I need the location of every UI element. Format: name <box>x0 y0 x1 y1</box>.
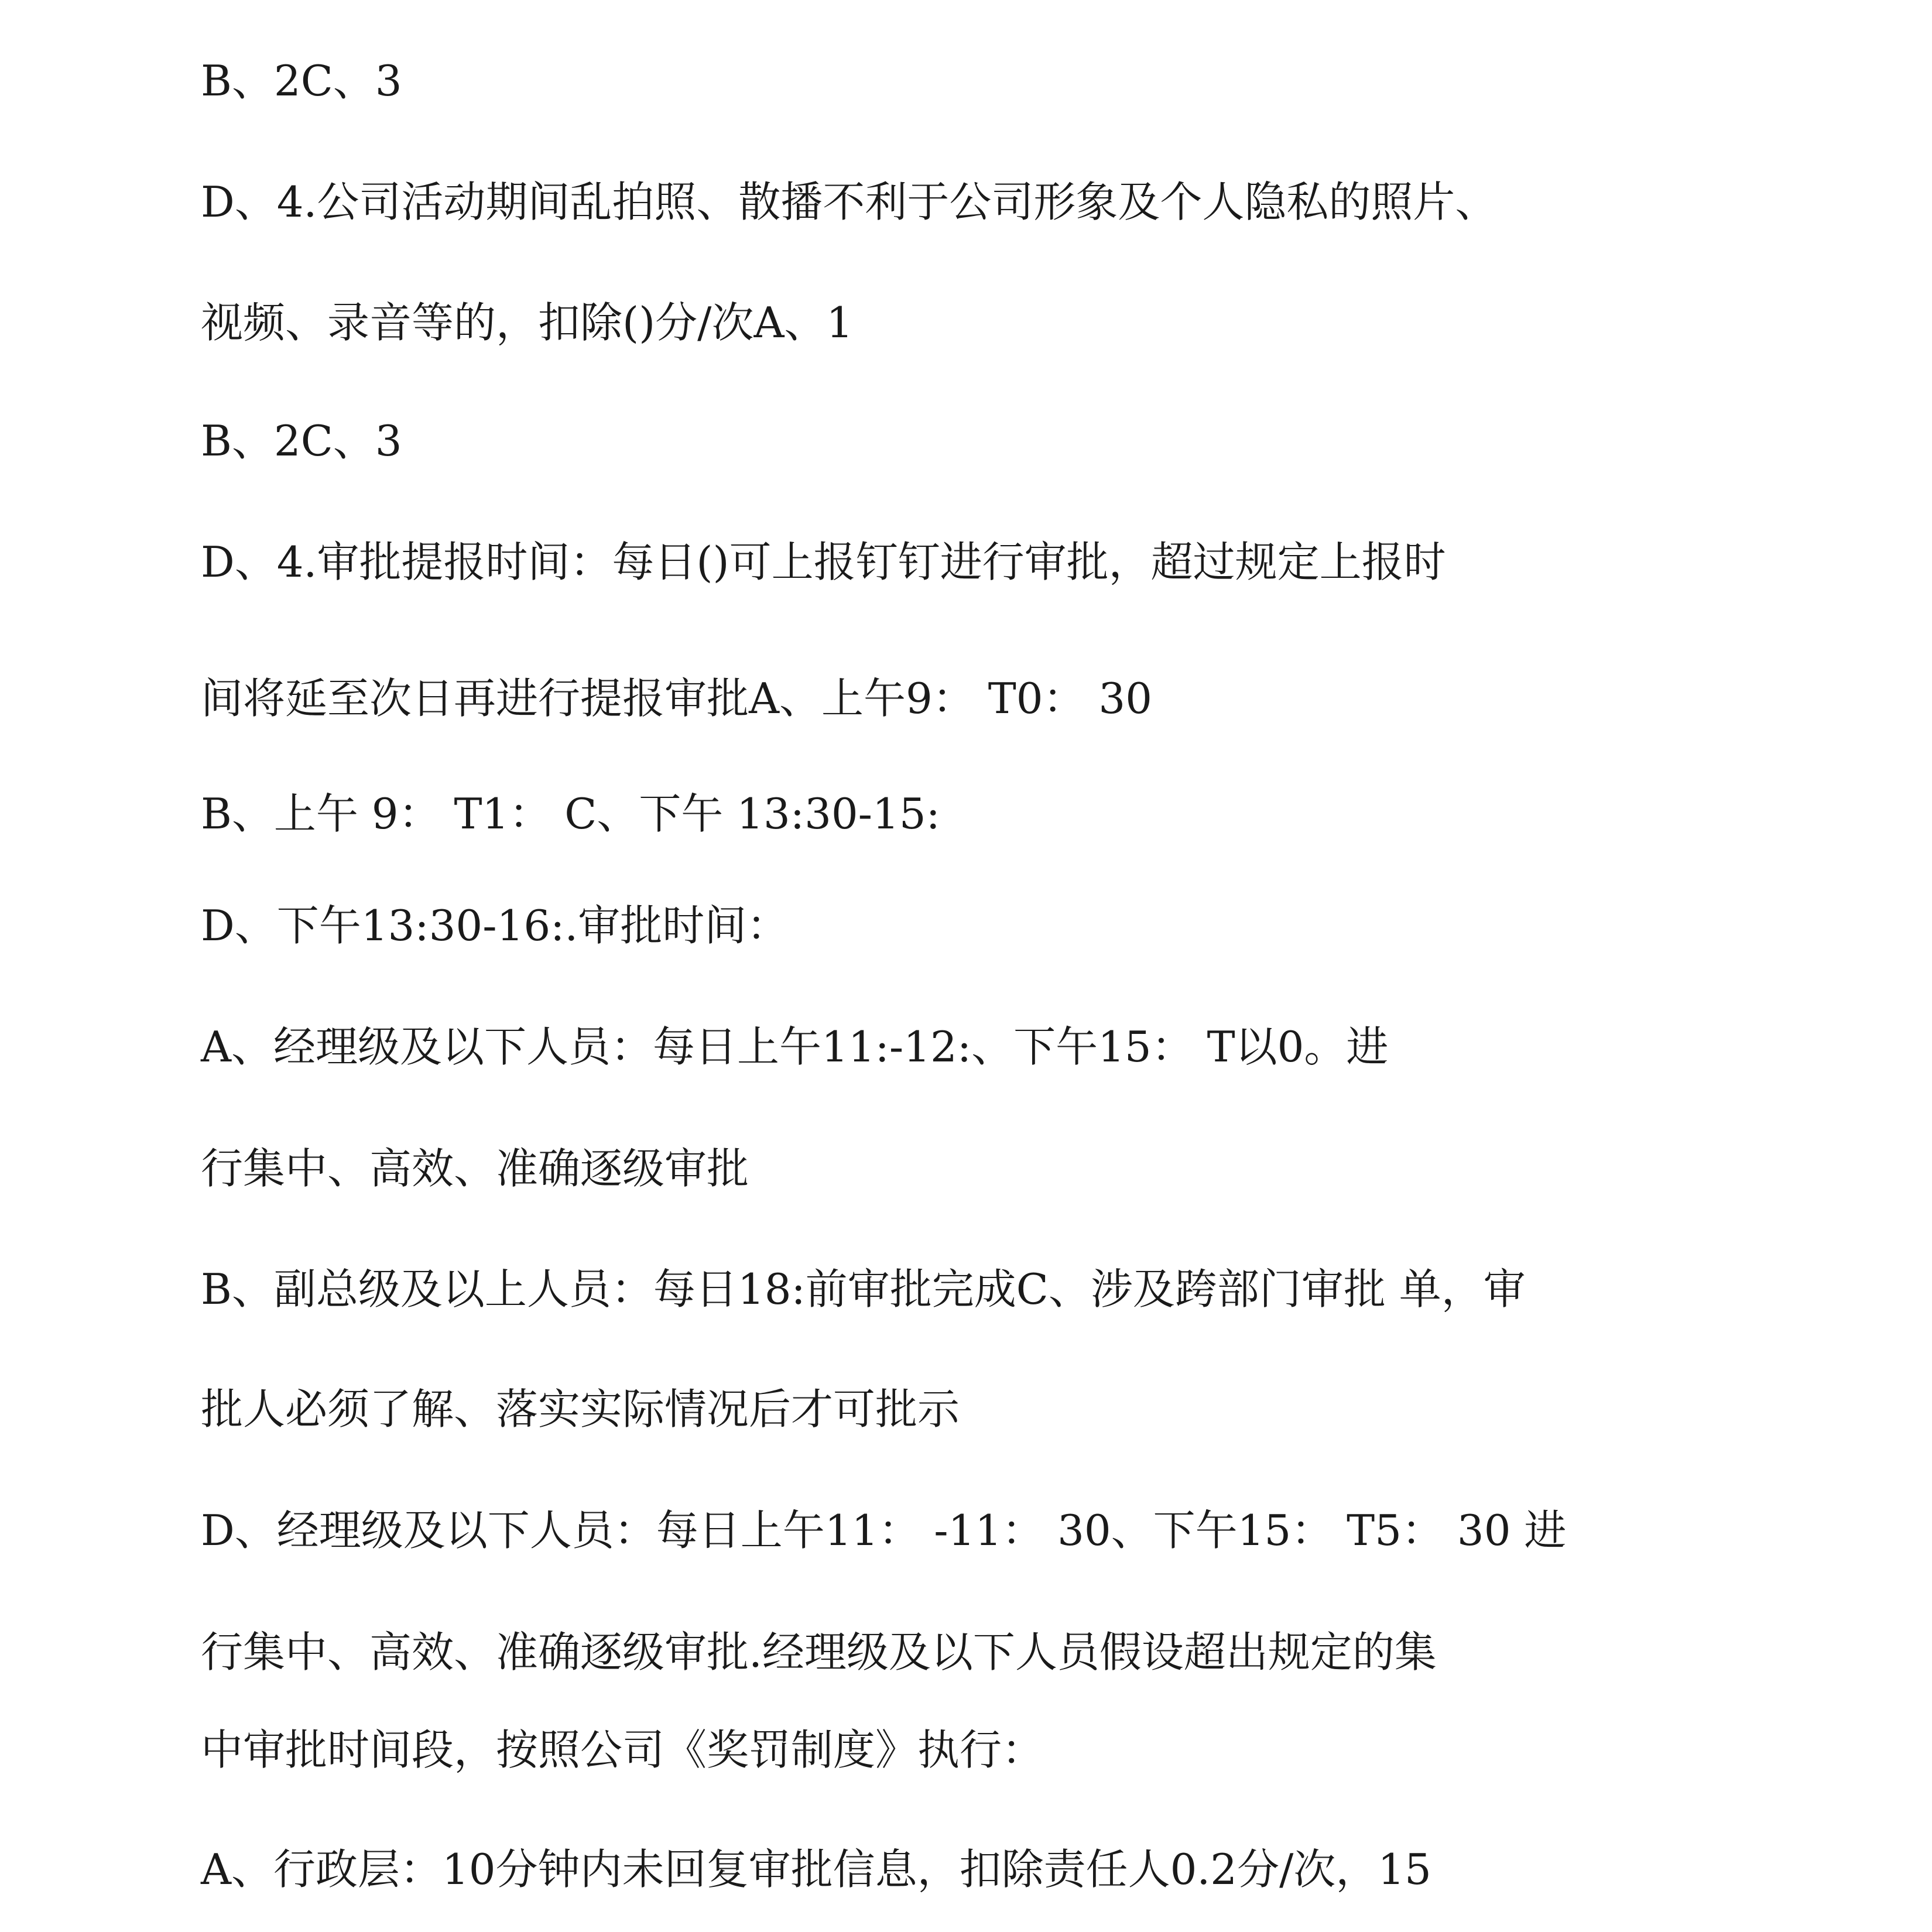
text-line: 行集中、高效、准确逐级审批 <box>201 1144 749 1193</box>
text-line: D、4.公司活动期间乱拍照、散播不利于公司形象及个人隐私的照片、 <box>201 177 1498 227</box>
text-line: D、4.审批提报时间：每日()可上报钉钉进行审批，超过规定上报时 <box>201 537 1446 587</box>
text-line: A、经理级及以下人员：每日上午11:-12:、下午15： T以0。进 <box>201 1022 1389 1071</box>
text-line: A、行政层：10分钟内未回复审批信息，扣除责任人0.2分/次，15 <box>201 1845 1431 1894</box>
text-line: B、2C、3 <box>201 416 402 465</box>
text-line: 行集中、高效、准确逐级审批.经理级及以下人员假设超出规定的集 <box>201 1628 1437 1677</box>
text-line: B、上午 9： T1： C、下午 13:30-15: <box>201 789 940 838</box>
text-line: 批人必须了解、落实实际情况后才可批示 <box>201 1385 960 1434</box>
text-line: B、副总级及以上人员：每日18:前审批完成C、涉及跨部门审批 单，审 <box>201 1265 1526 1314</box>
text-line: 中审批时间段，按照公司《奖罚制度》执行： <box>201 1725 1044 1775</box>
text-line: 间将延至次日再进行提报审批A、上午9： T0： 30 <box>201 674 1153 723</box>
text-line: D、经理级及以下人员：每日上午11： -11： 30、下午15： T5： 30 进 <box>201 1506 1567 1555</box>
text-line: B、2C、3 <box>201 56 402 105</box>
text-line: 视频、录音等的，扣除()分/次A、1 <box>201 298 854 347</box>
text-line: D、下午13:30-16:.审批时间： <box>201 901 789 950</box>
